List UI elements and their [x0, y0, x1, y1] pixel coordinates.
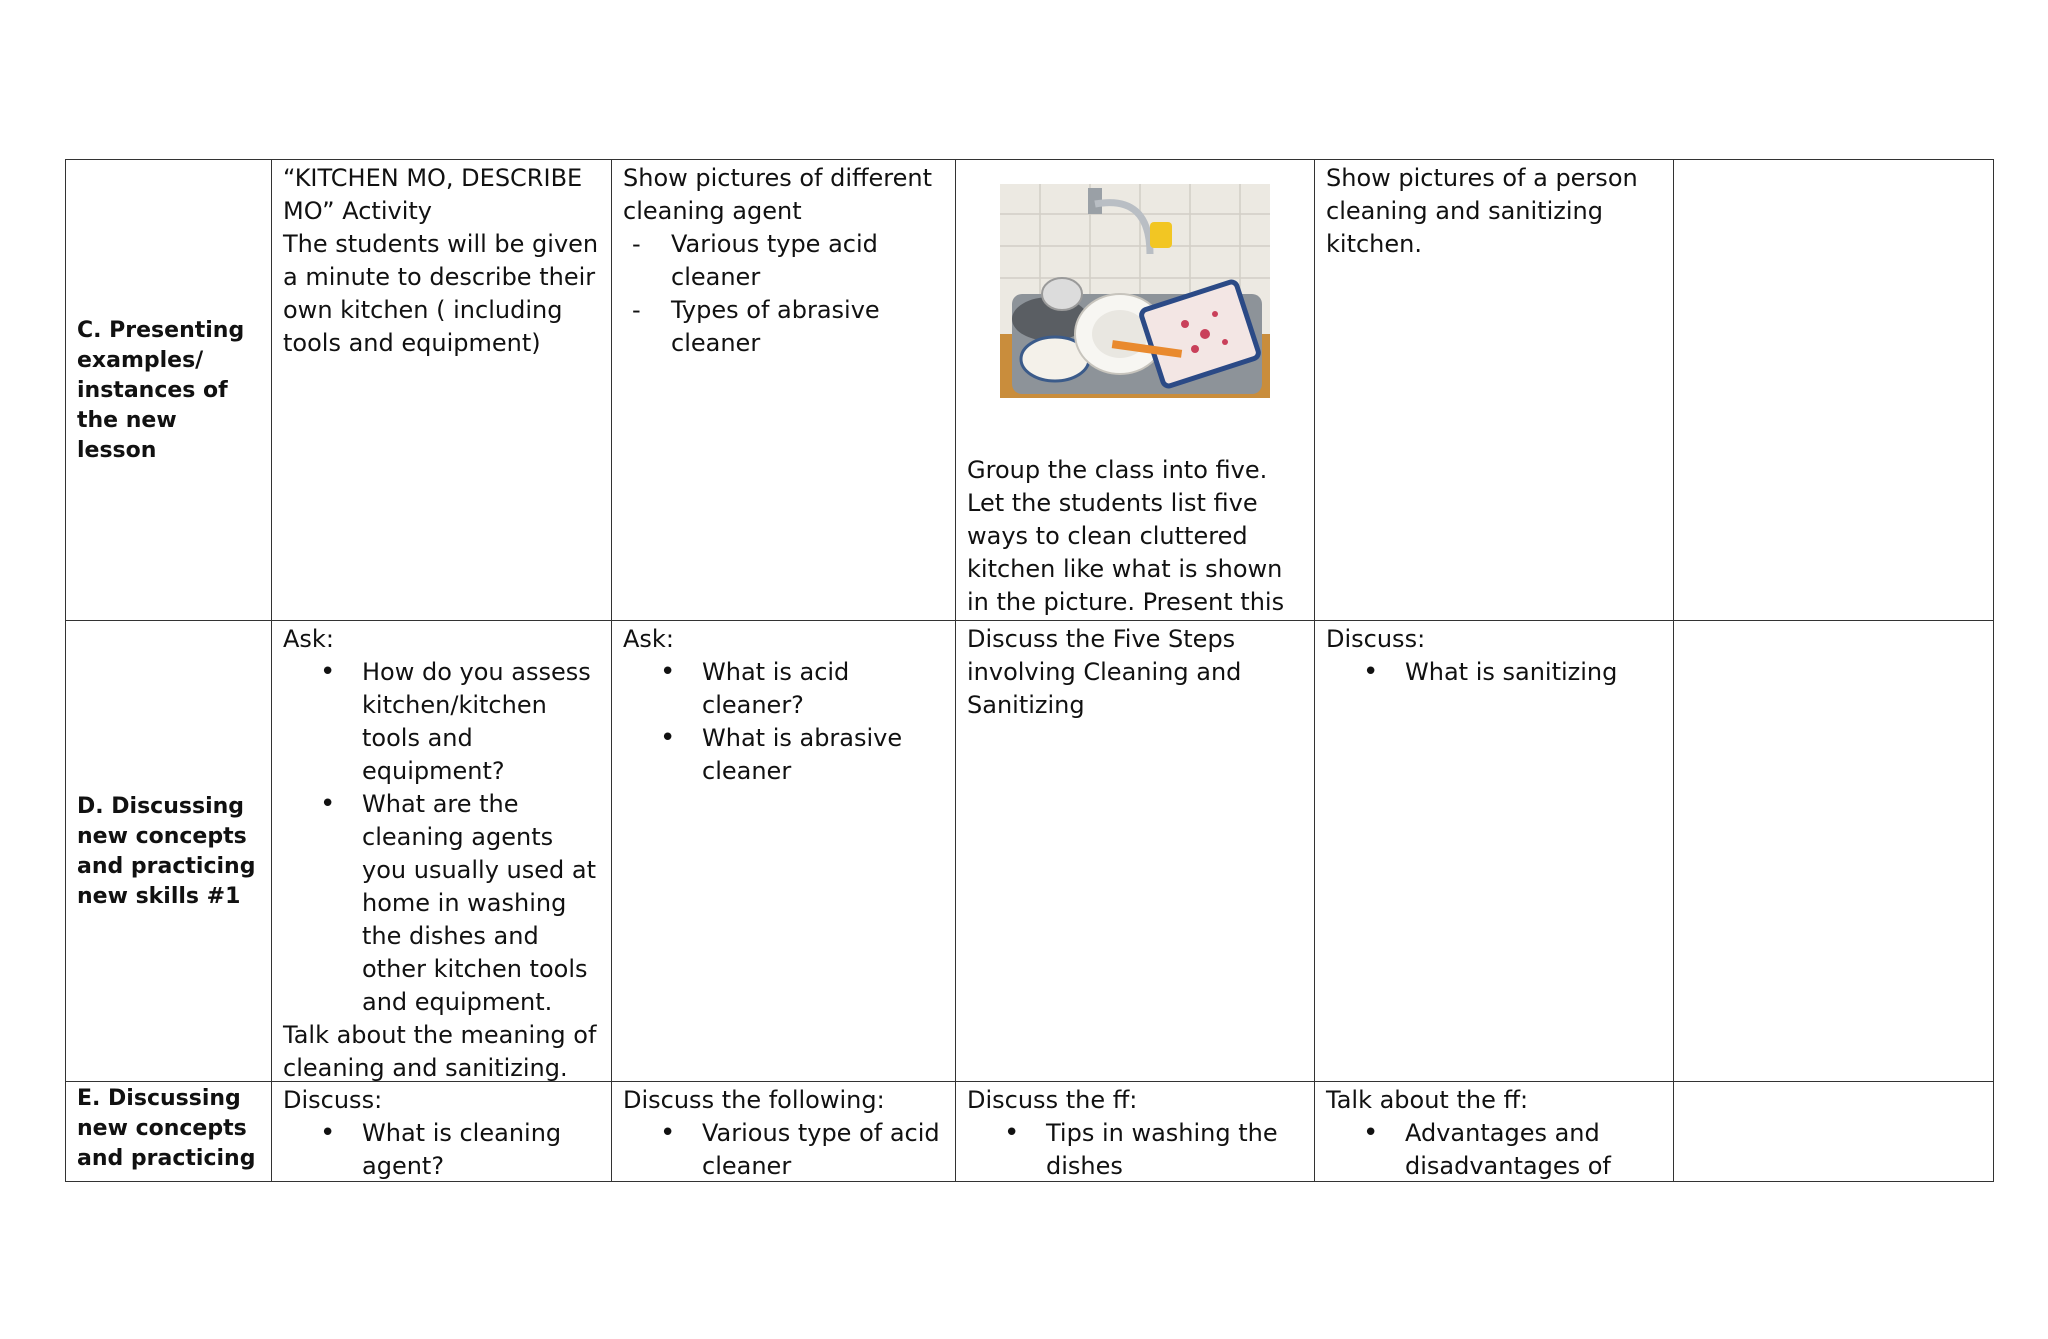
bullet-list	[967, 1117, 1303, 1181]
group-activity-text: Group the class into five. Let the students list five ways to clean cluttered kitchen like what is shown in the picture. Present this	[967, 456, 1285, 616]
dash-list	[623, 228, 944, 360]
sink-dishes-illustration	[1000, 184, 1270, 398]
list-item: • What is acid cleaner?	[623, 656, 944, 722]
table-row-c	[66, 160, 1994, 621]
row-label: E. Discussing new concepts and practicing	[77, 1086, 256, 1171]
list-item: • What is cleaning agent?	[283, 1117, 600, 1181]
table-row-e	[66, 1082, 1994, 1182]
list-item: • Tips in washing the dishes	[967, 1117, 1303, 1181]
table-cell	[956, 1082, 1315, 1182]
table-cell-empty	[1674, 1082, 1994, 1182]
table-cell	[956, 160, 1315, 621]
cell-intro: Discuss:	[283, 1086, 383, 1114]
table-cell	[1315, 621, 1674, 1082]
cell-text: Discuss the Five Steps involving Cleaning and Sanitizing	[967, 625, 1242, 719]
table-cell	[956, 621, 1315, 1082]
table-cell	[612, 621, 956, 1082]
cell-intro: Ask:	[623, 625, 674, 653]
table-cell	[272, 1082, 612, 1182]
row-label: C. Presenting examples/ instances of the new lesson	[77, 318, 245, 463]
list-item: • How do you assess kitchen/kitchen tools and equipment?	[283, 656, 600, 788]
cell-intro: Discuss the following:	[623, 1086, 885, 1114]
cell-intro: Talk about the ff:	[1326, 1086, 1529, 1114]
list-item: • Advantages and disadvantages of	[1326, 1117, 1662, 1181]
row-label: D. Discussing new concepts and practicing new skills #1	[77, 794, 256, 909]
row-label-cell	[66, 621, 272, 1082]
bullet-list	[283, 656, 600, 1019]
cell-text: Show pictures of a person cleaning and sanitizing kitchen.	[1326, 164, 1638, 258]
table-cell	[272, 160, 612, 621]
cell-intro: Show pictures of different cleaning agent	[623, 164, 933, 225]
bullet-list	[623, 1117, 944, 1181]
list-item: • What are the cleaning agents you usually used at home in washing the dishes and other kitchen tools and equipment.	[283, 788, 600, 1019]
list-item: • Various type of acid cleaner	[623, 1117, 944, 1181]
dirty-dishes-photo	[1000, 184, 1270, 398]
bullet-list	[1326, 656, 1662, 689]
list-item: - Types of abrasive cleaner	[623, 294, 944, 360]
activity-description: The students will be given a minute to describe their own kitchen ( including tools and equipment)	[283, 230, 599, 357]
lesson-plan-table	[65, 159, 1994, 1182]
row-label-cell	[66, 1082, 272, 1182]
table-cell	[612, 160, 956, 621]
cell-intro: Discuss the ff:	[967, 1086, 1138, 1114]
table-cell	[1315, 1082, 1674, 1182]
list-item: • What is sanitizing	[1326, 656, 1662, 689]
table-cell	[612, 1082, 956, 1182]
table-cell-empty	[1674, 160, 1994, 621]
cell-intro: Ask:	[283, 625, 334, 653]
table-cell-empty	[1674, 621, 1994, 1082]
table-row-d	[66, 621, 1994, 1082]
bullet-list	[283, 1117, 600, 1181]
bullet-list	[623, 656, 944, 788]
bullet-list	[1326, 1117, 1662, 1181]
table-cell	[272, 621, 612, 1082]
activity-title: “KITCHEN MO, DESCRIBE MO” Activity	[283, 164, 583, 225]
list-item: - Various type acid cleaner	[623, 228, 944, 294]
cell-outro: Talk about the meaning of cleaning and sanitizing.	[283, 1021, 597, 1081]
table-cell	[1315, 160, 1674, 621]
row-label-cell	[66, 160, 272, 621]
cell-intro: Discuss:	[1326, 625, 1426, 653]
list-item: • What is abrasive cleaner	[623, 722, 944, 788]
